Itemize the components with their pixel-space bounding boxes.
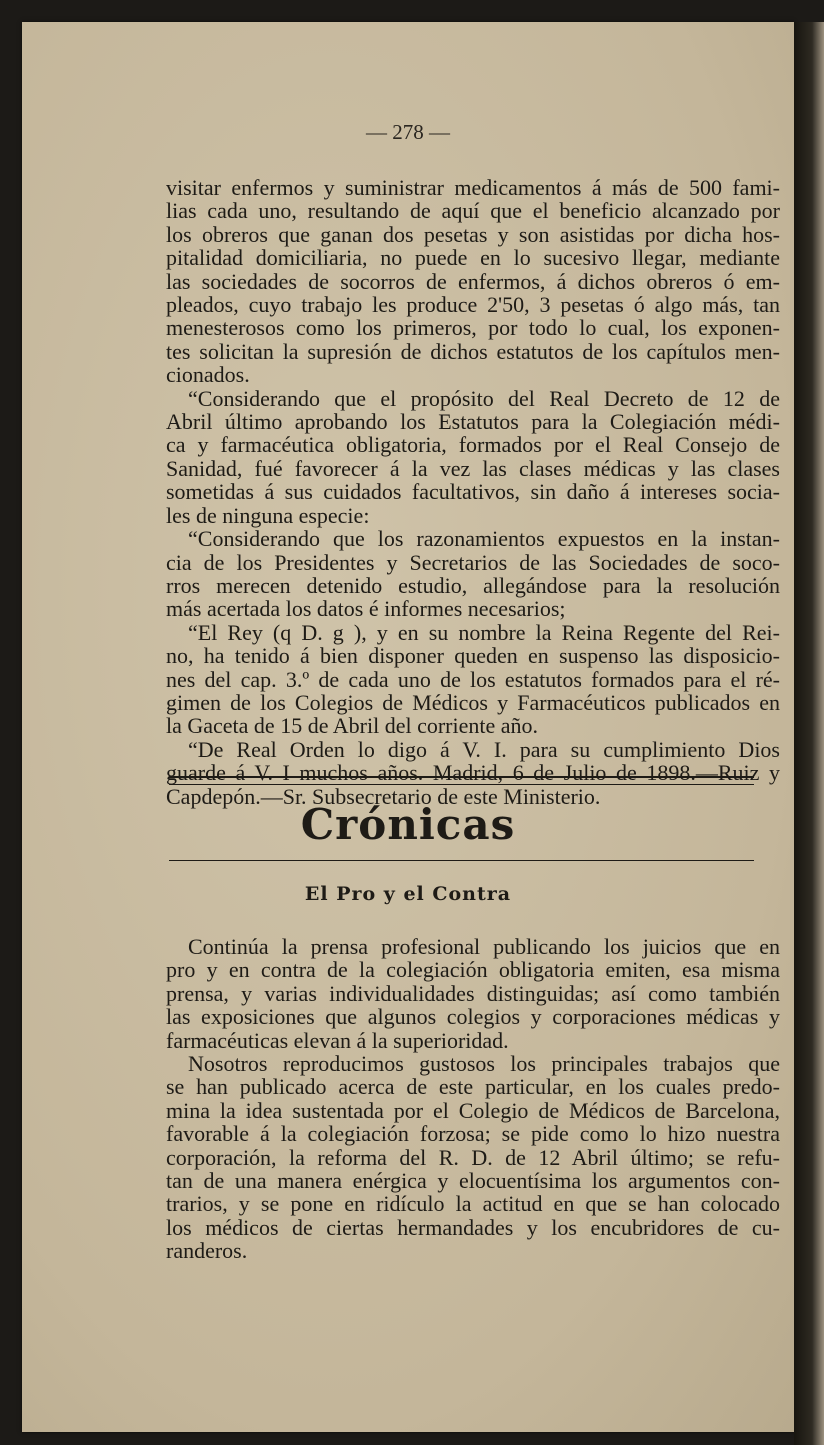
text-line: nes del cap. 3.º de cada uno de los estatutos formados para el ré-	[166, 666, 780, 692]
text-line: “El Rey (q D. g ), y en su nombre la Reina Regente del Rei-	[188, 619, 780, 645]
rule-divider	[169, 860, 754, 861]
text-line: se han publicado acerca de este particular, en los cuales predo-	[166, 1074, 780, 1100]
section-heading: Crónicas	[300, 800, 516, 849]
text-line: pitalidad domiciliaria, no puede en lo sucesivo llegar, mediante	[166, 245, 780, 271]
text-line: “Considerando que los razonamientos expuestos en la instan-	[188, 526, 780, 552]
text-line: pleados, cuyo trabajo les produce 2'50, 3 pesetas ó algo más, tan	[166, 292, 780, 318]
text-line: rros merecen detenido estudio, allegándose para la resolución	[166, 572, 780, 598]
article-subheading: El Pro y el Contra	[304, 883, 512, 905]
text-line: “De Real Orden lo digo á V. I. para su cumplimiento Dios	[188, 736, 780, 762]
text-line: más acertada los datos é informes necesarios;	[166, 596, 566, 622]
text-line: las sociedades de socorros de enfermos, á dichos obreros ó em-	[166, 268, 780, 294]
text-line: gimen de los Colegios de Médicos y Farmacéuticos publicados en	[166, 689, 780, 715]
text-line: Sanidad, fué favorecer á la vez las clases médicas y las clases	[166, 455, 780, 481]
text-line: la Gaceta de 15 de Abril del corriente año.	[166, 713, 539, 739]
text-line: guarde á V. I muchos años. Madrid, 6 de Julio de 1898.—Ruiz y	[166, 760, 780, 786]
decree-text-block	[166, 176, 780, 808]
text-line: sometidas á sus cuidados facultativos, sin daño á intereses socia-	[166, 479, 780, 505]
article-text-block	[166, 935, 780, 1263]
text-line: trarios, y se pone en ridículo la actitud en que se han colocado	[166, 1191, 780, 1217]
text-line: Continúa la prensa profesional publicando los juicios que en	[188, 934, 780, 959]
text-line: los obreros que ganan dos pesetas y son asistidas por dicha hos-	[166, 221, 780, 247]
text-line: Nosotros reproducimos gustosos los principales trabajos que	[188, 1051, 780, 1077]
text-line: menesterosos como los primeros, por todo lo cual, los exponen-	[166, 315, 780, 341]
text-line: cionados.	[166, 362, 250, 388]
text-line: no, ha tenido á bien disponer queden en suspenso las disposicio-	[166, 643, 780, 669]
text-line: prensa, y varias individualidades distinguidas; así como también	[166, 980, 780, 1006]
text-line: mina la idea sustentada por el Colegio de Médicos de Barcelona,	[166, 1097, 780, 1123]
text-line: corporación, la reforma del R. D. de 12 Abril último; se refu-	[166, 1144, 780, 1170]
text-line: ca y farmacéutica obligatoria, formados por el Real Consejo de	[166, 432, 780, 458]
text-line: “Considerando que el propósito del Real Decreto de 12 de	[188, 385, 780, 411]
text-line: randeros.	[166, 1238, 248, 1264]
text-line: cia de los Presidentes y Secretarios de las Sociedades de soco-	[166, 549, 780, 575]
text-line: favorable á la colegiación forzosa; se pide como lo hizo nuestra	[166, 1121, 780, 1147]
text-line: visitar enfermos y suministrar medicamentos á más de 500 fami-	[166, 175, 780, 200]
double-rule-divider	[169, 776, 754, 785]
text-line: pro y en contra de la colegiación obligatoria emiten, esa misma	[166, 957, 780, 983]
text-line: los médicos de ciertas hermandades y los encubridores de cu-	[166, 1214, 780, 1240]
text-line: farmacéuticas elevan á la superioridad.	[166, 1027, 509, 1053]
text-line: Capdepón.—Sr. Subsecretario de este Ministerio.	[166, 783, 601, 809]
text-line: les de ninguna especie:	[166, 502, 370, 528]
text-line: tes solicitan la supresión de dichos estatutos de los capítulos men-	[166, 338, 780, 364]
book-edge-shadow	[794, 22, 824, 1445]
page-number: — 278 —	[366, 120, 450, 144]
text-line: lias cada uno, resultando de aquí que el beneficio alcanzado por	[166, 198, 780, 224]
text-line: Abril último aprobando los Estatutos para la Colegiación médi-	[166, 409, 780, 435]
text-line: las exposiciones que algunos colegios y corporaciones médicas y	[166, 1004, 780, 1030]
text-line: tan de una manera enérgica y elocuentísima los argumentos con-	[166, 1168, 780, 1194]
document-page	[22, 22, 794, 1432]
